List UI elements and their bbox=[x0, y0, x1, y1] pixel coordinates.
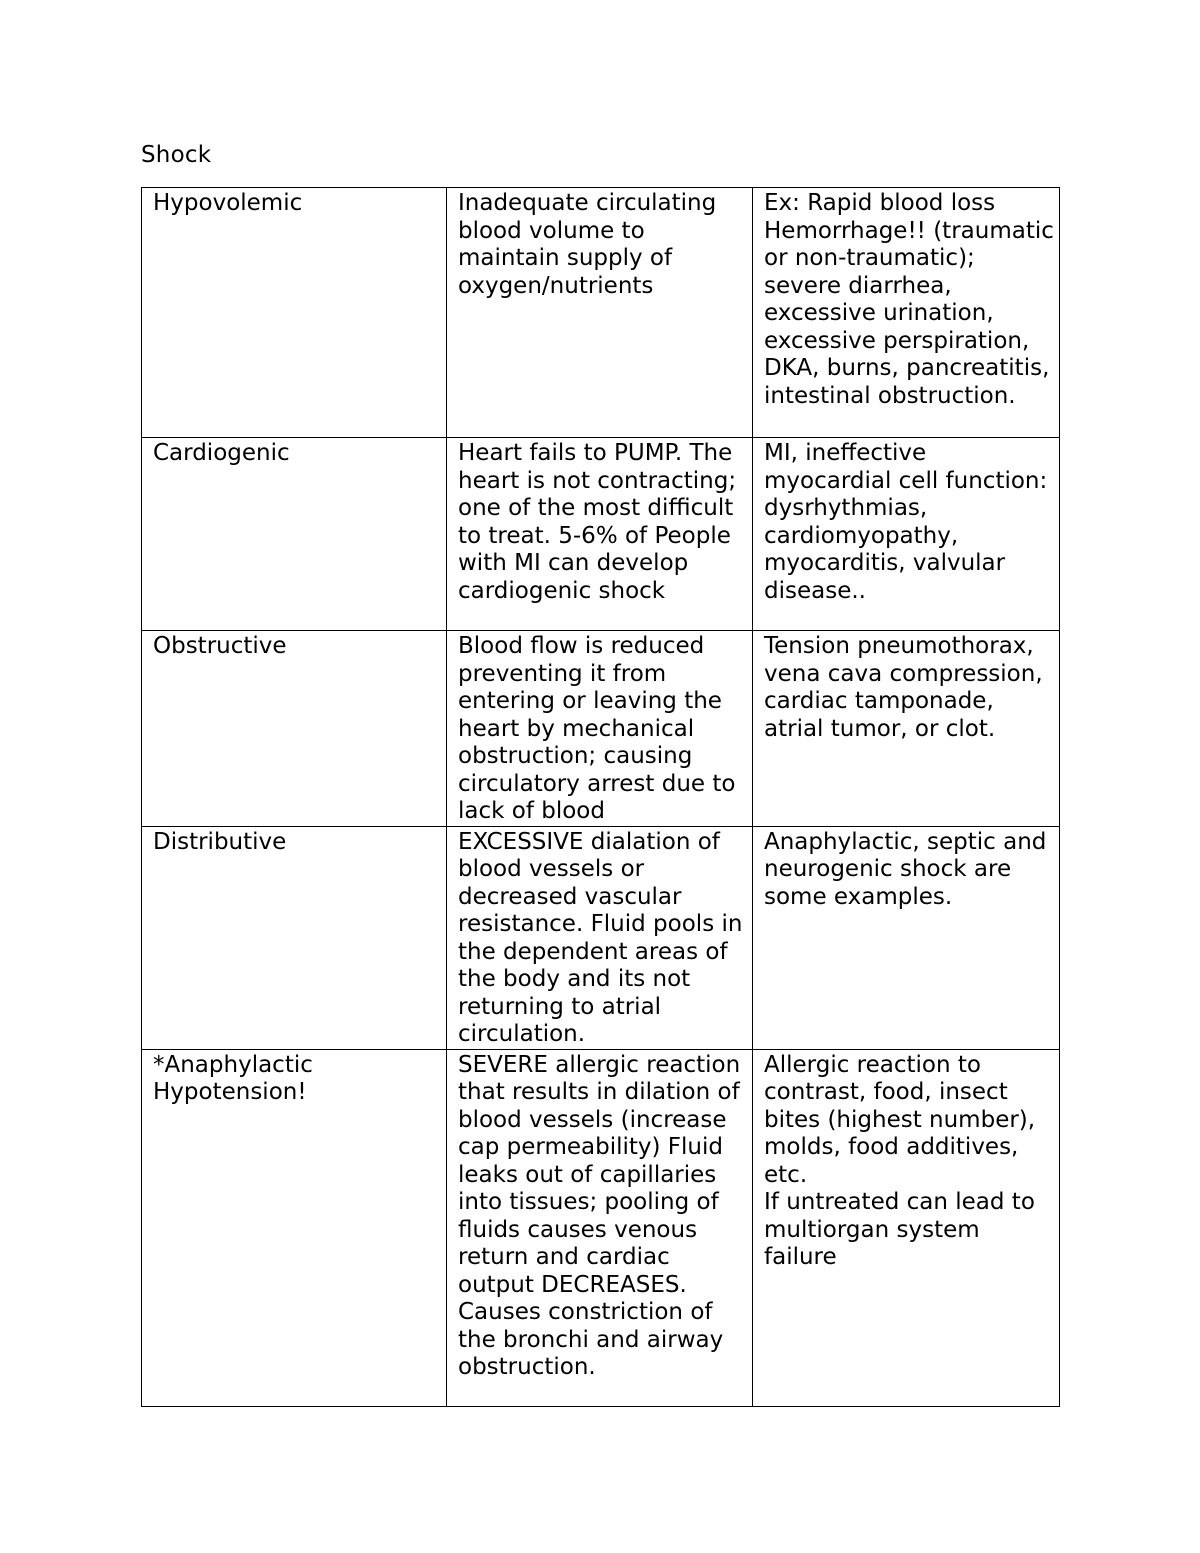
shock-type-cell: Distributive bbox=[142, 826, 447, 1049]
shock-type-cell: *Anaphylactic Hypotension! bbox=[142, 1049, 447, 1406]
shock-type-cell: Obstructive bbox=[142, 631, 447, 827]
shock-types-table bbox=[141, 187, 1060, 1407]
definition-cell: Blood flow is reduced preventing it from entering or leaving the heart by mechanical obstruction; causing circulatory arrest due to lack of blood bbox=[447, 631, 753, 827]
table-row-hypovolemic bbox=[142, 188, 1060, 438]
examples-cell: Anaphylactic, septic and neurogenic shock are some examples. bbox=[753, 826, 1060, 1049]
table-row-cardiogenic bbox=[142, 438, 1060, 631]
table-row-obstructive bbox=[142, 631, 1060, 827]
examples-cell: Tension pneumothorax, vena cava compression, cardiac tamponade, atrial tumor, or clot. bbox=[753, 631, 1060, 827]
shock-type-cell: Cardiogenic bbox=[142, 438, 447, 631]
definition-cell: Heart fails to PUMP. The heart is not contracting; one of the most difficult to treat. 5-6% of People with MI can develop cardiogenic shock bbox=[447, 438, 753, 631]
definition-cell: EXCESSIVE dialation of blood vessels or decreased vascular resistance. Fluid pools in the dependent areas of the body and its not returning to atrial circulation. bbox=[447, 826, 753, 1049]
shock-type-cell: Hypovolemic bbox=[142, 188, 447, 438]
page-title: Shock bbox=[141, 142, 212, 168]
examples-cell: Ex: Rapid blood loss Hemorrhage!! (traumatic or non-traumatic); severe diarrhea, excessive urination, excessive perspiration, DKA, burns, pancreatitis, intestinal obstruction. bbox=[753, 188, 1060, 438]
definition-cell: SEVERE allergic reaction that results in dilation of blood vessels (increase cap permeability) Fluid leaks out of capillaries into tissues; pooling of fluids causes venous return and cardiac output DECREASES. Causes constriction of the bronchi and airway obstruction. bbox=[447, 1049, 753, 1406]
definition-cell: Inadequate circulating blood volume to maintain supply of oxygen/nutrients bbox=[447, 188, 753, 438]
table-row-anaphylactic bbox=[142, 1049, 1060, 1406]
examples-cell: Allergic reaction to contrast, food, insect bites (highest number), molds, food additives, etc. If untreated can lead to multiorgan system failure bbox=[753, 1049, 1060, 1406]
examples-cell: MI, ineffective myocardial cell function: dysrhythmias, cardiomyopathy, myocarditis, valvular disease.. bbox=[753, 438, 1060, 631]
table-row-distributive bbox=[142, 826, 1060, 1049]
